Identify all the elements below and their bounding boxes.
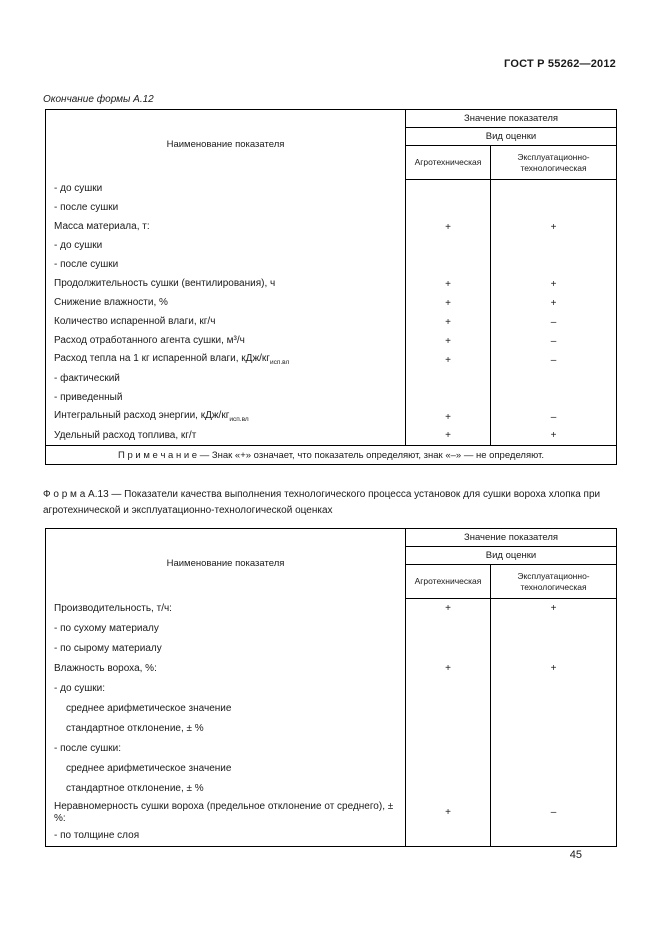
indicator-name-cell: Неравномерность сушки вороха (предельное отклонение от среднего), ± %:	[54, 800, 394, 824]
value-agrotechnical-cell	[406, 199, 491, 218]
value-operational-technological-cell	[491, 679, 617, 699]
value-operational-technological-cell	[491, 199, 617, 218]
table-a12-continuation-caption: Окончание формы А.12	[43, 94, 154, 105]
value-agrotechnical-cell: +	[406, 659, 491, 679]
value-agrotechnical-cell: +	[406, 408, 491, 427]
column-header-operational-technological: Эксплуатационно-технологическая	[491, 565, 617, 599]
value-operational-technological-cell: –	[491, 332, 617, 351]
value-agrotechnical-cell	[406, 759, 491, 779]
value-operational-technological-cell: –	[491, 313, 617, 332]
column-header-agrotechnical: Агротехническая	[406, 565, 491, 599]
indicator-name-cell: Влажность вороха, %:	[54, 662, 157, 674]
table-row	[46, 827, 617, 847]
indicator-name-cell: Расход отработанного агента сушки, м³/ч	[54, 335, 245, 346]
indicator-name-cell: - фактический	[54, 373, 120, 384]
value-operational-technological-cell: –	[491, 408, 617, 427]
value-operational-technological-cell: +	[491, 218, 617, 237]
table-row	[46, 237, 617, 256]
indicator-name-cell: - по сухому материалу	[54, 622, 159, 634]
value-agrotechnical-cell	[406, 699, 491, 719]
table-a12	[45, 109, 617, 465]
table-row	[46, 427, 617, 446]
column-header-evaluation-kind: Вид оценки	[406, 547, 617, 565]
value-operational-technological-cell: +	[491, 275, 617, 294]
value-agrotechnical-cell: +	[406, 332, 491, 351]
column-header-operational-technological: Эксплуатационно-технологическая	[491, 146, 617, 180]
indicator-name-cell: - приведенный	[54, 392, 123, 403]
value-operational-technological-cell	[491, 619, 617, 639]
table-row	[46, 739, 617, 759]
indicator-name-cell: - после сушки	[54, 259, 119, 270]
value-agrotechnical-cell	[406, 180, 491, 199]
value-agrotechnical-cell	[406, 719, 491, 739]
table-row	[46, 659, 617, 679]
value-operational-technological-cell	[491, 779, 617, 799]
value-operational-technological-cell	[491, 739, 617, 759]
indicator-name-cell: - до сушки	[54, 183, 103, 194]
column-header-indicator-name: Наименование показателя	[46, 529, 406, 599]
table-row	[46, 719, 617, 739]
value-operational-technological-cell	[491, 256, 617, 275]
value-operational-technological-cell	[491, 370, 617, 389]
value-operational-technological-cell	[491, 719, 617, 739]
value-operational-technological-cell: +	[491, 599, 617, 619]
table-row	[46, 759, 617, 779]
table-row	[46, 779, 617, 799]
indicator-name-cell: Удельный расход топлива, кг/т	[54, 429, 197, 441]
indicator-name-cell: стандартное отклонение, ± %	[66, 722, 204, 734]
value-operational-technological-cell	[491, 180, 617, 199]
value-agrotechnical-cell	[406, 619, 491, 639]
indicator-name-cell: - до сушки:	[54, 682, 106, 694]
value-agrotechnical-cell	[406, 237, 491, 256]
table-row	[46, 199, 617, 218]
page-number: 45	[569, 849, 582, 861]
table-row	[46, 679, 617, 699]
table-a12-body	[46, 180, 617, 446]
table-row	[46, 370, 617, 389]
value-agrotechnical-cell	[406, 370, 491, 389]
value-agrotechnical-cell	[406, 779, 491, 799]
value-operational-technological-cell	[491, 699, 617, 719]
value-operational-technological-cell: –	[491, 799, 617, 827]
indicator-name-cell: Продолжительность сушки (вентилирования), ч	[54, 278, 276, 289]
table-row	[46, 639, 617, 659]
value-agrotechnical-cell: +	[406, 427, 491, 446]
value-operational-technological-cell	[491, 389, 617, 408]
value-agrotechnical-cell: +	[406, 599, 491, 619]
value-agrotechnical-cell: +	[406, 294, 491, 313]
value-operational-technological-cell: +	[491, 427, 617, 446]
column-header-evaluation-kind: Вид оценки	[406, 128, 617, 146]
value-agrotechnical-cell: +	[406, 313, 491, 332]
table-a12-header	[46, 110, 617, 180]
value-agrotechnical-cell: +	[406, 799, 491, 827]
table-row	[46, 332, 617, 351]
indicator-subscript: исп.вл	[269, 359, 290, 367]
value-agrotechnical-cell: +	[406, 218, 491, 237]
table-a12-note: П р и м е ч а н и е — Знак «+» означает, что показатель определяют, знак «–» — не определяют.	[46, 446, 617, 465]
value-agrotechnical-cell	[406, 639, 491, 659]
value-operational-technological-cell	[491, 639, 617, 659]
indicator-name-cell: Снижение влажности, %	[54, 297, 168, 308]
value-agrotechnical-cell	[406, 679, 491, 699]
table-row	[46, 389, 617, 408]
indicator-name-cell: - после сушки:	[54, 742, 122, 754]
table-row	[46, 351, 617, 370]
form-a13-caption: Ф о р м а А.13 — Показатели качества выполнения технологического процесса установок для сушки вороха хлопка при агротехнической и эксплуатационно-технологической оценках	[43, 489, 601, 516]
value-operational-technological-cell	[491, 237, 617, 256]
indicator-name-cell: - до сушки	[54, 240, 103, 251]
table-a13	[45, 528, 617, 847]
indicator-name-cell: среднее арифметическое значение	[66, 702, 232, 714]
table-row	[46, 599, 617, 619]
indicator-name-cell: Количество испаренной влаги, кг/ч	[54, 316, 216, 327]
value-agrotechnical-cell: +	[406, 351, 491, 370]
value-operational-technological-cell: +	[491, 659, 617, 679]
table-row	[46, 699, 617, 719]
indicator-name-cell: Масса материала, т:	[54, 221, 150, 232]
value-agrotechnical-cell	[406, 827, 491, 847]
document-standard-number: ГОСТ Р 55262—2012	[504, 58, 616, 70]
column-header-indicator-value: Значение показателя	[406, 110, 617, 128]
value-agrotechnical-cell	[406, 739, 491, 759]
table-row	[46, 256, 617, 275]
indicator-subscript: исп.вл	[229, 416, 249, 424]
column-header-indicator-name: Наименование показателя	[46, 110, 406, 180]
table-row	[46, 180, 617, 199]
value-agrotechnical-cell: +	[406, 275, 491, 294]
value-operational-technological-cell	[491, 827, 617, 847]
value-agrotechnical-cell	[406, 256, 491, 275]
table-row	[46, 218, 617, 237]
indicator-name-cell: Интегральный расход энергии, кДж/$кг_{исп.вл}$	[54, 410, 249, 424]
indicator-name-cell: Расход тепла на 1 кг испаренной влаги, кДж/$кг_{исп.вл}$	[54, 353, 290, 367]
value-operational-technological-cell: –	[491, 351, 617, 370]
indicator-name-cell: - после сушки	[54, 202, 119, 213]
value-operational-technological-cell	[491, 759, 617, 779]
indicator-name-cell: - по толщине слоя	[54, 830, 140, 842]
table-a13-header	[46, 529, 617, 599]
value-operational-technological-cell: +	[491, 294, 617, 313]
table-row	[46, 799, 617, 827]
indicator-name-cell: стандартное отклонение, ± %	[66, 782, 204, 794]
table-a12-note-section	[46, 446, 617, 465]
table-row	[46, 275, 617, 294]
table-row	[46, 408, 617, 427]
table-a13-body	[46, 599, 617, 847]
column-header-agrotechnical: Агротехническая	[406, 146, 491, 180]
table-row	[46, 313, 617, 332]
indicator-name-cell: среднее арифметическое значение	[66, 762, 232, 774]
table-row	[46, 294, 617, 313]
table-row	[46, 619, 617, 639]
column-header-indicator-value: Значение показателя	[406, 529, 617, 547]
indicator-name-cell: Производительность, т/ч:	[54, 602, 172, 614]
indicator-name-cell: - по сырому материалу	[54, 642, 162, 654]
value-agrotechnical-cell	[406, 389, 491, 408]
